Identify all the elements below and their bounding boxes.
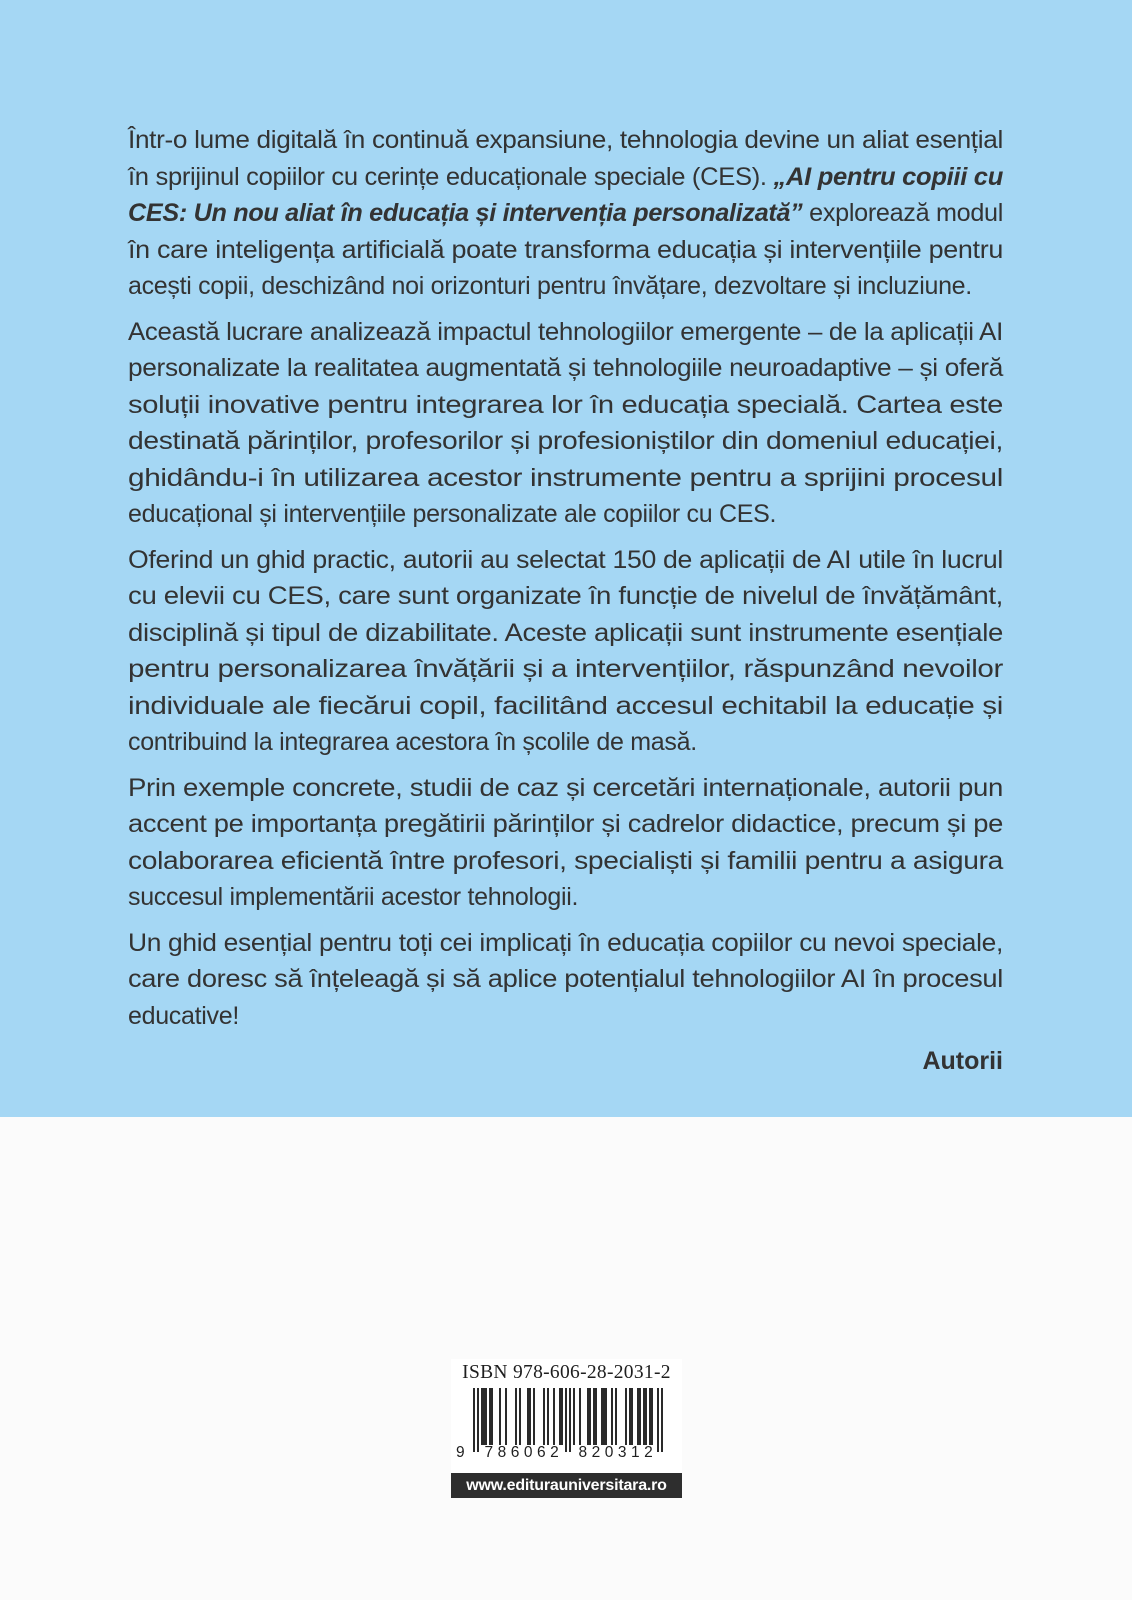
- paragraph: [128, 542, 1003, 761]
- barcode-digit-group1: 786062: [484, 1444, 564, 1461]
- ean-barcode: [473, 1388, 663, 1452]
- text-line: pentru personalizarea învățării și a intervențiilor, răspunzând nevoilor: [128, 655, 1003, 683]
- text-line: educațional și intervențiile personalizate ale copiilor cu CES.: [128, 500, 777, 528]
- text-line: personalizate la realitatea augmentată și tehnologiile neuroadaptive – și oferă: [128, 354, 1004, 382]
- text-line: accent pe importanța pregătirii părinților și cadrelor didactice, precum și pe: [128, 810, 1004, 838]
- text-line: soluții inovative pentru integrarea lor în educația specială. Cartea este: [128, 390, 1003, 419]
- text-line: destinată părinților, profesorilor și profesioniștilor din domeniul educației,: [128, 427, 1003, 455]
- text-line: în care inteligența artificială poate transforma educația și intervențiile pentru: [128, 235, 1003, 264]
- blurb-text: [128, 122, 1003, 1034]
- text-line: care doresc să înțeleagă și să aplice potențialul tehnologiilor AI în procesul: [128, 965, 1004, 993]
- text-line: Această lucrare analizează impactul tehnologiilor emergente – de la aplicații AI: [128, 317, 1004, 346]
- text-line: Un ghid esențial pentru toți cei implicați în educația copiilor cu nevoi speciale,: [128, 928, 1004, 957]
- text-line: acești copii, deschizând noi orizonturi pentru învățare, dezvoltare și incluziune.: [128, 272, 972, 300]
- barcode-digits: [451, 1444, 682, 1462]
- text-line: Oferind un ghid practic, autorii au selectat 150 de aplicații de AI utile în lucrul: [128, 545, 1003, 574]
- isbn-label: ISBN 978-606-28-2031-2: [462, 1362, 671, 1383]
- paragraph: [128, 122, 1003, 305]
- paragraph: [128, 770, 1003, 916]
- publisher-website: www.editurauniversitara.ro: [466, 1476, 667, 1494]
- text-line: Într-o lume digitală în continuă expansiune, tehnologia devine un aliat esențial: [128, 126, 1003, 154]
- publisher-website-strip: [451, 1473, 682, 1498]
- text-line: educative!: [128, 1001, 239, 1030]
- text-line: succesul implementării acestor tehnologii.: [128, 883, 579, 911]
- text-line: CES: Un nou aliat în educația și intervenția personalizată” explorează modul: [128, 199, 1004, 227]
- text-line: individuale ale fiecărui copil, facilitând accesul echitabil la educație și: [128, 691, 1003, 720]
- barcode-digit-left: 9: [456, 1444, 465, 1461]
- text-line: Prin exemple concrete, studii de caz și cercetări internaționale, autorii pun: [128, 773, 1003, 802]
- barcode-block: [451, 1359, 682, 1498]
- text-line: ghidându-i în utilizarea acestor instrumente pentru a sprijini procesul: [128, 463, 1003, 492]
- text-line: colaborarea eficientă între profesori, specialiști și familii pentru a asigura: [128, 846, 1003, 875]
- text-line: în sprijinul copiilor cu cerințe educaționale speciale (CES). „AI pentru copiii cu: [128, 162, 1003, 191]
- text-line: cu elevii cu CES, care sunt organizate în funcție de nivelul de învățământ,: [128, 582, 1003, 610]
- bottom-area: [0, 1117, 1132, 1600]
- barcode-digit-group2: 820312: [578, 1444, 658, 1461]
- paragraph: [128, 925, 1003, 1035]
- authors-signature: Autorii: [922, 1047, 1003, 1075]
- barcode-box: [451, 1359, 682, 1473]
- text-line: disciplină și tipul de dizabilitate. Aceste aplicații sunt instrumente esențiale: [128, 618, 1003, 647]
- paragraph: [128, 314, 1003, 533]
- text-line: contribuind la integrarea acestora în școlile de masă.: [128, 728, 697, 756]
